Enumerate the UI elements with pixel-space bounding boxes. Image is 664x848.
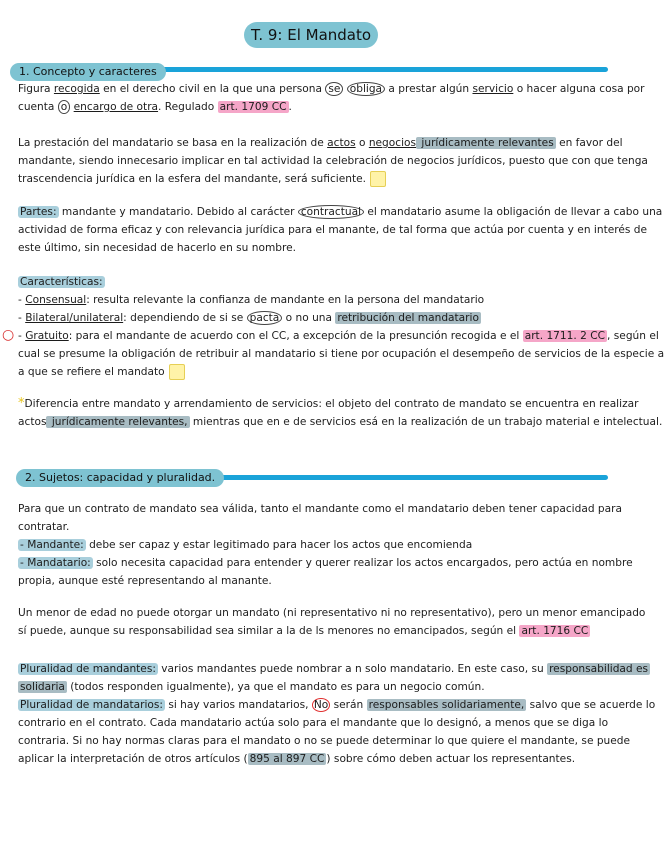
- highlight: retribución del mandatario: [337, 312, 479, 324]
- text: el mandatario asume la obligación de llevar a cabo una: [364, 206, 663, 218]
- text: ) sobre cómo deben actuar los representantes.: [326, 753, 576, 765]
- text: -: [18, 294, 26, 306]
- text: debe ser capaz y estar legitimado para hacer los actos que encomienda: [85, 539, 473, 551]
- paragraph: [18, 604, 646, 640]
- text: (todos responden igualmente), ya que el mandato es para un negocio común.: [66, 681, 485, 693]
- text: propia, aunque esté representando al manante.: [18, 575, 272, 587]
- text: trascendencia jurídica en la esfera del mandante, será suficiente.: [18, 173, 366, 185]
- text: cuenta: [18, 101, 58, 113]
- text: Consensual: [25, 294, 87, 306]
- highlight: - Mandante:: [20, 539, 84, 551]
- text: varios mandantes puede nombrar a n solo mandatario. En este caso, su: [157, 663, 548, 675]
- article-reference: art. 1711. 2 CC: [524, 330, 606, 342]
- text: Diferencia entre mandato y arrendamiento de servicios: el objeto del contrato de mandato se encuentra en realizar: [24, 398, 639, 410]
- section-heading: 2. Sujetos: capacidad y pluralidad.: [16, 469, 224, 487]
- text: o hacer alguna cosa por: [513, 83, 645, 95]
- section-divider: [195, 475, 608, 480]
- highlight: Pluralidad de mandantes:: [20, 663, 156, 675]
- article-reference: art. 1716 CC: [521, 625, 589, 637]
- characteristics-list: [2, 273, 664, 381]
- text: Un menor de edad no puede otorgar un mandato (ni representativo ni no representativo), pero un menor emancipado: [18, 607, 646, 619]
- page-title: T. 9: El Mandato: [244, 22, 378, 48]
- text: o no una: [282, 312, 336, 324]
- sticky-note-icon: [370, 171, 386, 187]
- text: , según el: [607, 330, 659, 342]
- highlight: responsables solidariamente,: [368, 699, 525, 711]
- text: mandante y mandatario. Debido al carácter: [58, 206, 298, 218]
- text: servicio: [472, 83, 514, 95]
- highlight: Pluralidad de mandatarios:: [20, 699, 163, 711]
- text: cual se presume la obligación de retribuir al mandatario si tiene por ocupación el desempeño de servicios de la especie a: [18, 348, 664, 360]
- text: aplicar la interpretación de otros artículos (: [18, 753, 248, 765]
- highlight: responsabilidad es: [549, 663, 649, 675]
- red-circle-mark-icon: ○: [2, 327, 15, 343]
- circled-text: se: [325, 82, 343, 96]
- paragraph: [18, 80, 645, 116]
- text: Para que un contrato de mandato sea válida, tanto el mandante como el mandatario deben tener capacidad para: [18, 503, 622, 515]
- circled-text: obliga: [347, 82, 385, 96]
- text: Bilateral/unilateral: [25, 312, 124, 324]
- text: contratar.: [18, 521, 70, 533]
- text: contrario en el contrato. Cada mandatario actúa solo para el mandante que lo designó, a menos que se diga lo: [18, 717, 609, 729]
- text: . Regulado: [158, 101, 218, 113]
- text: mandante, siendo innecesario implicar en tal actividad la celebración de negocios jurídicos, puesto que con que tenga: [18, 155, 648, 167]
- text: solo necesita capacidad para entender y querer realizar los actos encargados, pero actúa en nombre: [92, 557, 633, 569]
- text: o: [355, 137, 369, 149]
- text: actividad de forma eficaz y con relevancia jurídica para el manante, de tal forma que actúa por cuenta y en interés de: [18, 224, 648, 236]
- circled-text: pacta: [247, 311, 283, 325]
- paragraph: [18, 395, 663, 431]
- text: actos: [327, 137, 356, 149]
- highlight: Características:: [20, 276, 103, 288]
- text: si hay varios mandatarios,: [164, 699, 312, 711]
- text: Figura: [18, 83, 54, 95]
- paragraph: [18, 660, 656, 768]
- text: : dependiendo de si se: [123, 312, 247, 324]
- text: La prestación del mandatario se basa en la realización de: [18, 137, 328, 149]
- circled-text: contractual: [298, 205, 364, 219]
- star-icon: *: [18, 396, 25, 411]
- article-reference: art. 1709 CC: [219, 101, 287, 113]
- circled-text: o: [58, 100, 70, 114]
- text: a que se refiere el mandato: [18, 366, 165, 378]
- text: Gratuito: [25, 330, 69, 342]
- text: negocios: [368, 137, 417, 149]
- circled-text: No: [313, 699, 329, 711]
- article-reference: 895 al 897 CC: [249, 753, 325, 765]
- text: recogida: [53, 83, 100, 95]
- text: encargo de otra: [73, 101, 159, 113]
- text: a prestar algún: [385, 83, 473, 95]
- sticky-note-icon: [169, 364, 185, 380]
- text: mientras que en e de servicios esá en la realización de un trabajo material e intelectual.: [189, 416, 663, 428]
- text: en el derecho civil en la que una persona: [99, 83, 326, 95]
- text: serán: [330, 699, 367, 711]
- section-heading: 1. Concepto y caracteres: [10, 63, 166, 81]
- text: sí puede, aunque su responsabilidad sea similar a la de ls menores no emancipados, según el: [18, 625, 520, 637]
- text: -: [18, 312, 26, 324]
- highlight: jurídicamente relevantes: [418, 137, 554, 149]
- text: en favor del: [555, 137, 623, 149]
- text: actos: [18, 416, 47, 428]
- text: .: [288, 101, 292, 113]
- text: salvo que se acuerde lo: [526, 699, 656, 711]
- paragraph: [18, 203, 663, 257]
- paragraph: [18, 500, 633, 590]
- paragraph: [18, 134, 648, 188]
- highlight: jurídicamente relevantes,: [48, 416, 188, 428]
- highlight: - Mandatario:: [20, 557, 91, 569]
- text: : para el mandante de acuerdo con el CC, a excepción de la presunción recogida e el: [68, 330, 523, 342]
- text: este último, sin necesidad de hacerlo en su nombre.: [18, 242, 297, 254]
- highlight: solidaria: [20, 681, 65, 693]
- section-divider: [120, 67, 608, 72]
- text: : resulta relevante la confianza de mandante en la persona del mandatario: [86, 294, 485, 306]
- highlight: Partes:: [20, 206, 57, 218]
- text: contraria. Si no hay normas claras para el mandato o no se puede determinar lo que quiere el mandante, se puede: [18, 735, 631, 747]
- text: -: [18, 330, 26, 342]
